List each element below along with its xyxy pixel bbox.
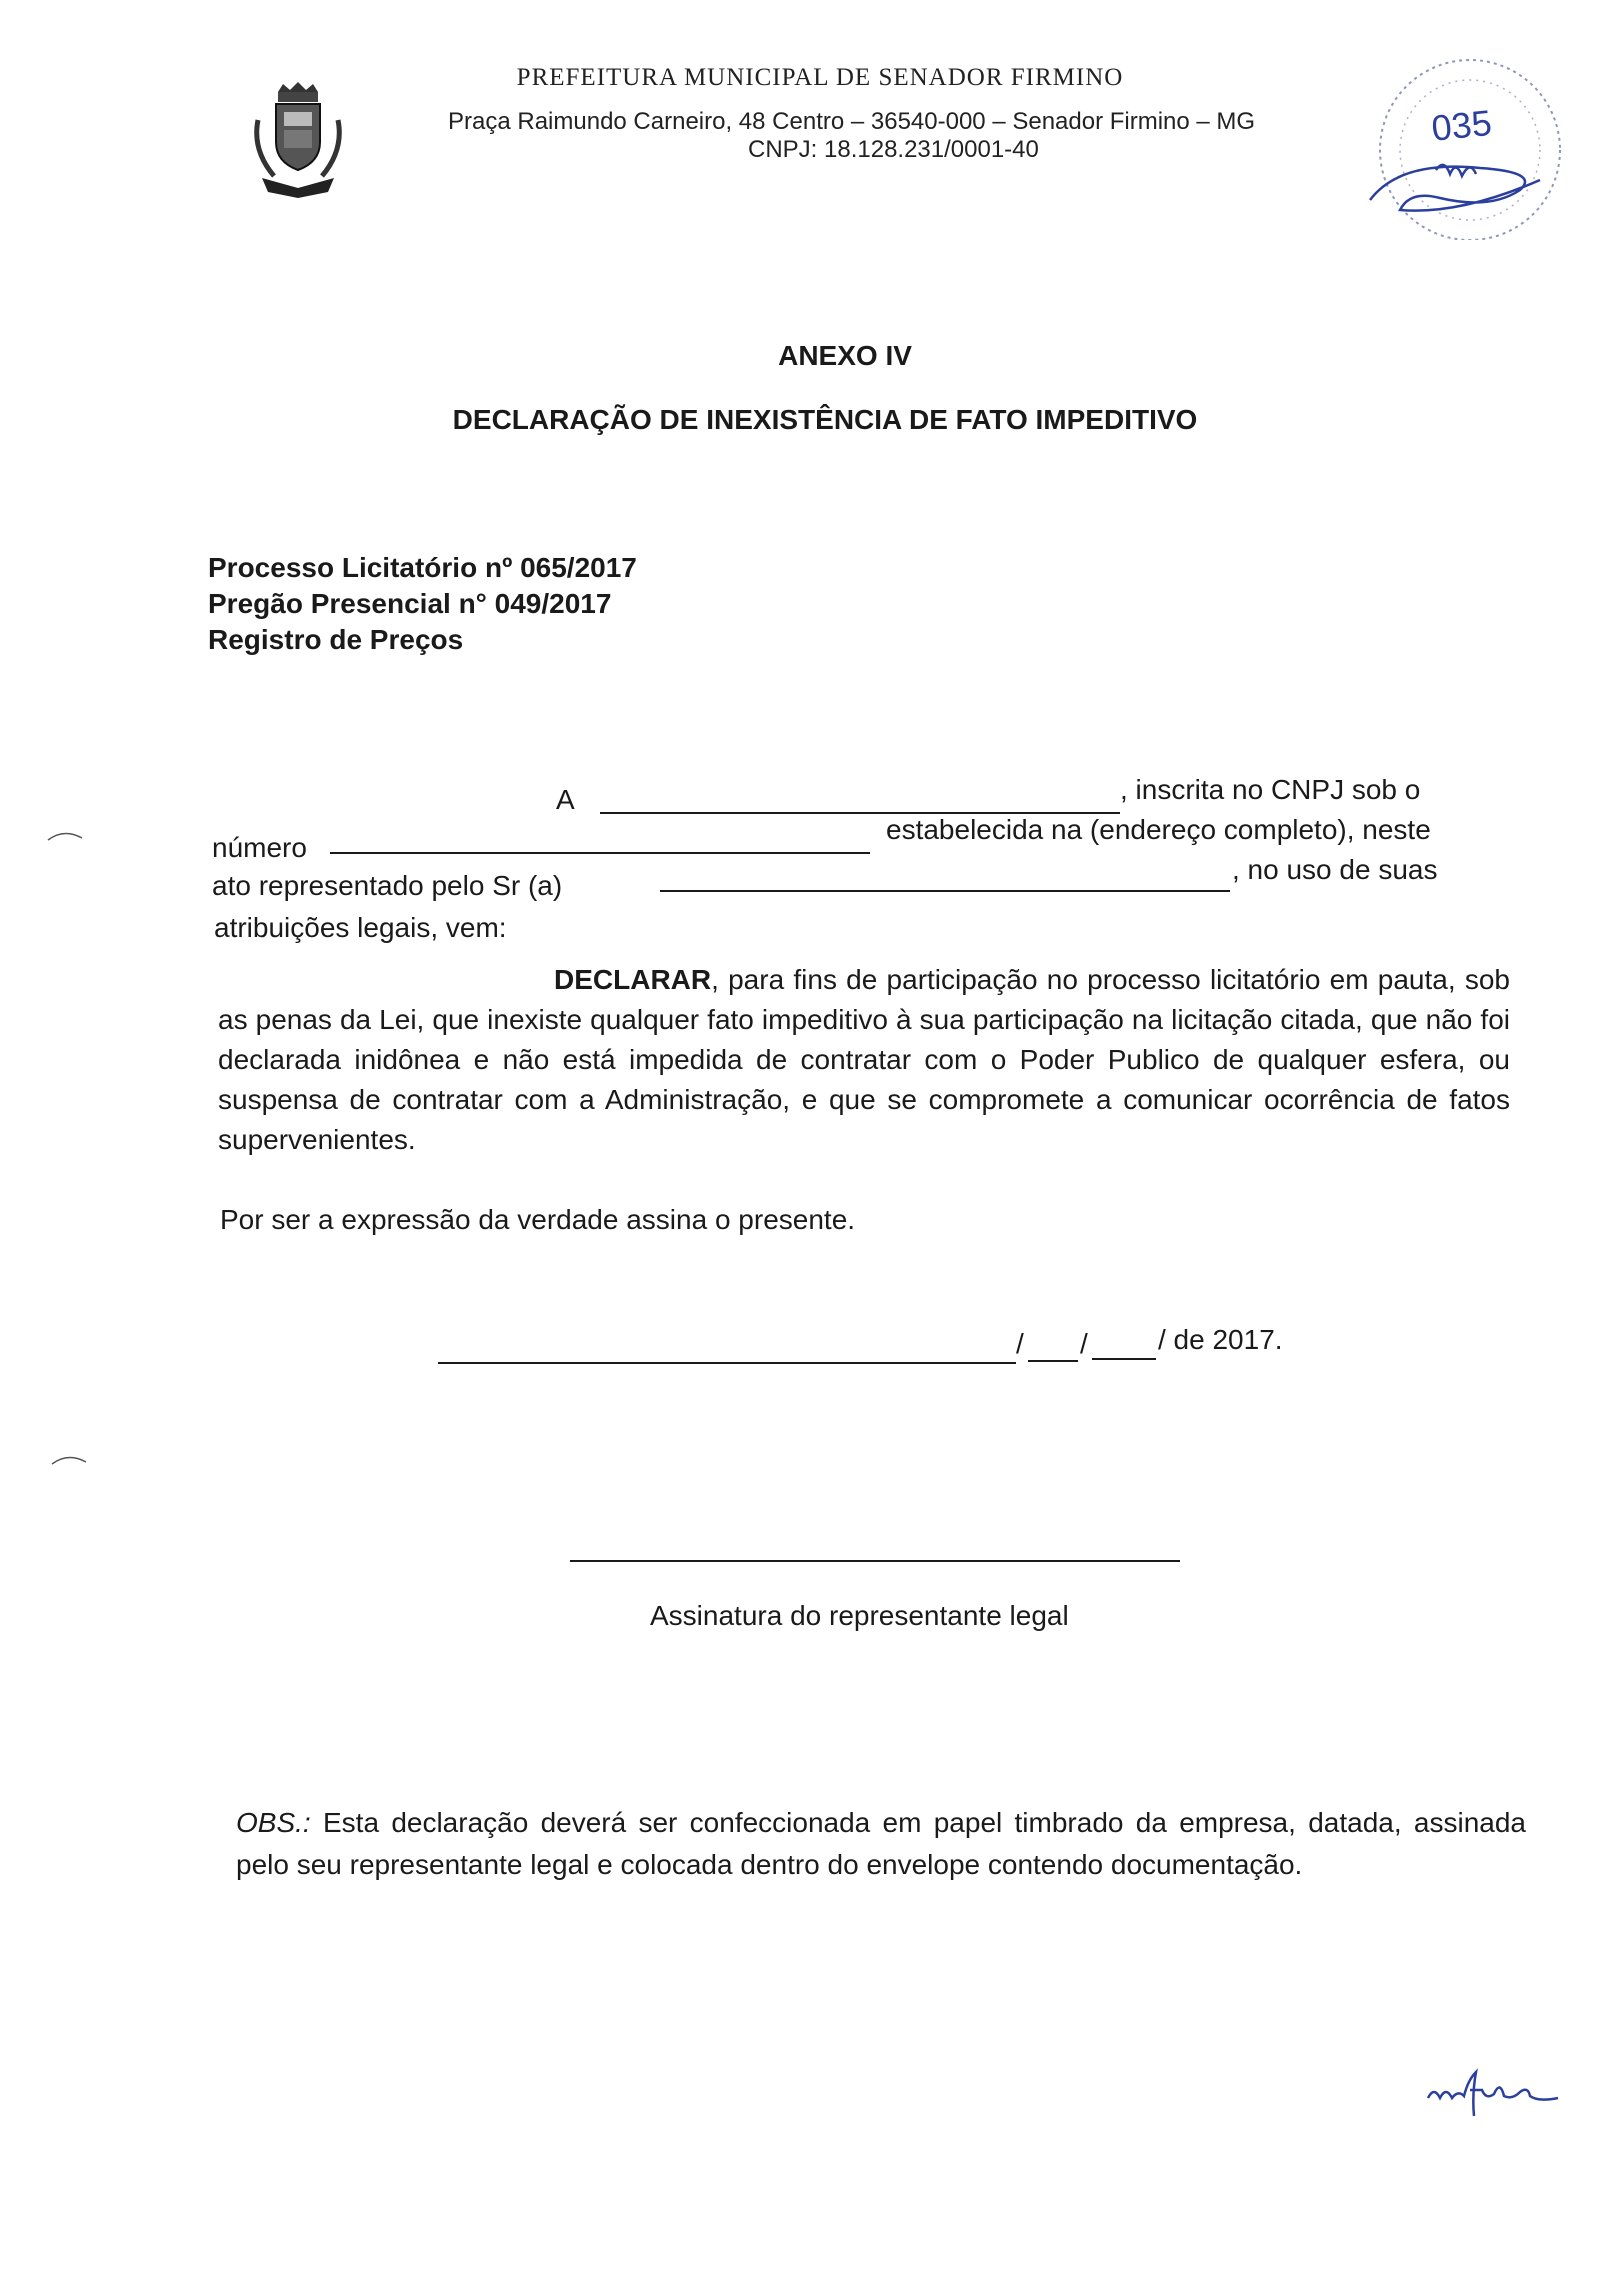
obs-text: Esta declaração deverá ser confeccionada em papel timbrado da empresa, datada, assinada pelo seu representante legal e colocada dentro do envelope contendo documentação. <box>236 1807 1526 1880</box>
declaration-title: DECLARAÇÃO DE INEXISTÊNCIA DE FATO IMPEDITIVO <box>452 404 1198 435</box>
header-cnpj: CNPJ: 18.128.231/0001-40 <box>748 136 1039 163</box>
represented-label: ato representado pelo Sr (a) <box>212 870 563 901</box>
company-name-blank[interactable] <box>600 790 1120 814</box>
place-line[interactable] <box>438 1362 1016 1364</box>
punch-hole-mark <box>50 1450 90 1470</box>
price-registry: Registro de Preços <box>208 624 464 655</box>
obs-note <box>236 1802 1526 1886</box>
date-slash-2: / <box>1080 1328 1088 1359</box>
pregao-number: Pregão Presencial n° 049/2017 <box>208 588 612 619</box>
header-title: PREFEITURA MUNICIPAL DE SENADOR FIRMINO <box>516 64 1124 91</box>
address-suffix: estabelecida na (endereço completo), neste <box>886 814 1431 845</box>
represented-suffix: , no uso de suas <box>1232 854 1438 885</box>
a-label: A <box>556 784 575 815</box>
annex-title: ANEXO IV <box>778 340 912 371</box>
handwritten-initials <box>1420 2060 1570 2120</box>
header-address: Praça Raimundo Carneiro, 48 Centro – 36540-000 – Senador Firmino – MG <box>448 108 1256 135</box>
protocol-stamp <box>1340 40 1570 240</box>
declarar-keyword: DECLARAR <box>554 964 712 995</box>
coat-of-arms-icon <box>248 80 348 200</box>
process-number: Processo Licitatório nº 065/2017 <box>208 552 637 583</box>
day-line[interactable] <box>1028 1360 1078 1362</box>
representative-name-blank[interactable] <box>660 868 1230 892</box>
month-line[interactable] <box>1092 1358 1156 1360</box>
closing-text: Por ser a expressão da verdade assina o presente. <box>220 1204 856 1235</box>
obs-label: OBS.: <box>236 1807 311 1838</box>
declaration-paragraph <box>218 960 1510 1160</box>
cnpj-suffix: , inscrita no CNPJ sob o <box>1120 774 1421 805</box>
signature-caption: Assinatura do representante legal <box>650 1600 1069 1631</box>
date-slash-1: / <box>1016 1328 1024 1359</box>
declaration-text: , para fins de participação no processo licitatório em pauta, sob as penas da Lei, que inexiste qualquer fato impeditivo à sua participação na licitação citada, que não foi declarada inidônea e não está impedida de contratar com o Poder Publico de qualquer esfera, ou suspensa de contratar com a Administração, e que se compromete a comunicar ocorrência de fatos supervenientes. <box>218 964 1510 1155</box>
attributions-text: atribuições legais, vem: <box>214 912 507 943</box>
cnpj-number-blank[interactable] <box>330 830 870 854</box>
signature-line[interactable] <box>570 1560 1180 1562</box>
numero-label: número <box>212 832 307 863</box>
stamp-page-number: 035 <box>1429 101 1494 149</box>
punch-hole-mark <box>46 826 86 846</box>
date-year-text: / de 2017. <box>1158 1324 1283 1355</box>
